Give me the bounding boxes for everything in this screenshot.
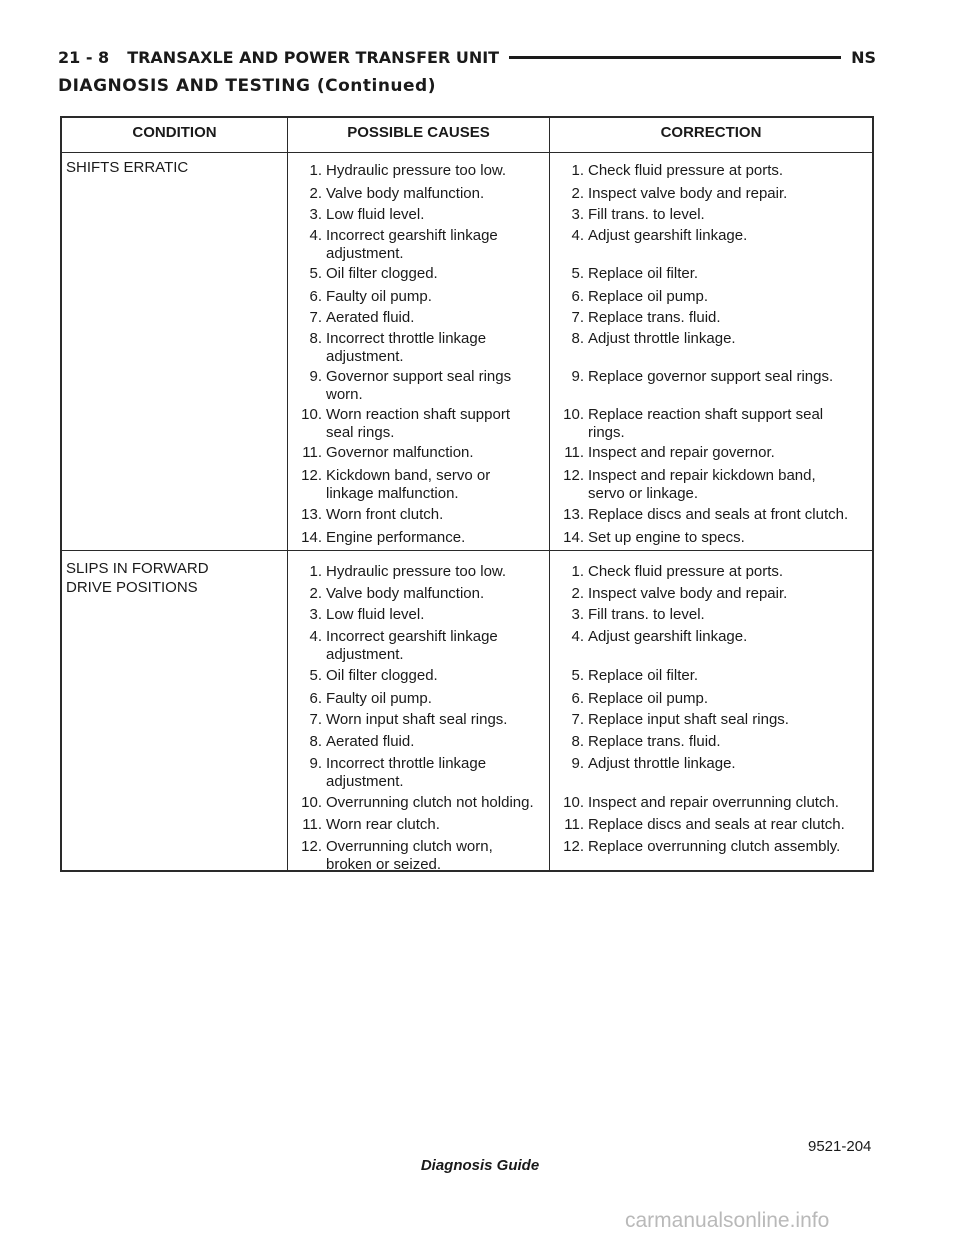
correction-item bbox=[550, 838, 872, 856]
possible-cause-item bbox=[288, 185, 546, 203]
item-text: Inspect valve body and repair. bbox=[588, 185, 788, 202]
diagnosis-table bbox=[60, 116, 874, 872]
item-number: 1. bbox=[309, 563, 322, 580]
correction-item bbox=[550, 206, 872, 224]
item-number: 14. bbox=[563, 529, 584, 546]
item-number: 13. bbox=[301, 506, 322, 523]
item-number: 4. bbox=[571, 628, 584, 645]
correction-item bbox=[550, 227, 872, 245]
correction-item bbox=[550, 368, 872, 386]
possible-cause-item bbox=[288, 309, 546, 327]
item-text: Hydraulic pressure too low. bbox=[326, 162, 507, 179]
item-text: Faulty oil pump. bbox=[326, 288, 432, 305]
correction-item bbox=[550, 755, 872, 773]
item-number: 8. bbox=[571, 330, 584, 347]
item-number: 9. bbox=[571, 368, 584, 385]
item-text: Worn front clutch. bbox=[326, 506, 444, 523]
item-number: 5. bbox=[571, 667, 584, 684]
possible-cause-item bbox=[288, 529, 546, 547]
item-text: Worn reaction shaft support seal rings. bbox=[326, 406, 510, 441]
correction-item bbox=[550, 467, 872, 503]
correction-item bbox=[550, 444, 872, 462]
item-text: Incorrect gearshift linkage adjustment. bbox=[326, 628, 498, 663]
item-text: Adjust gearshift linkage. bbox=[588, 628, 748, 645]
possible-cause-item bbox=[288, 733, 546, 751]
item-number: 3. bbox=[309, 606, 322, 623]
correction-item bbox=[550, 162, 872, 180]
model-code: NS bbox=[851, 47, 876, 67]
correction-item bbox=[550, 185, 872, 203]
possible-cause-item bbox=[288, 585, 546, 603]
item-number: 12. bbox=[301, 467, 322, 484]
item-text: Worn input shaft seal rings. bbox=[326, 711, 508, 728]
item-number: 10. bbox=[301, 794, 322, 811]
item-text: Check fluid pressure at ports. bbox=[588, 162, 784, 179]
item-text: Incorrect gearshift linkage adjustment. bbox=[326, 227, 498, 262]
possible-cause-item bbox=[288, 794, 546, 812]
possible-cause-item bbox=[288, 563, 546, 581]
correction-item bbox=[550, 690, 872, 708]
item-number: 4. bbox=[571, 227, 584, 244]
item-number: 8. bbox=[309, 733, 322, 750]
item-number: 9. bbox=[309, 755, 322, 772]
item-text: Incorrect throttle linkage adjustment. bbox=[326, 330, 487, 365]
item-number: 12. bbox=[563, 838, 584, 855]
correction-item bbox=[550, 265, 872, 283]
item-text: Replace oil pump. bbox=[588, 690, 709, 707]
item-number: 13. bbox=[563, 506, 584, 523]
item-number: 11. bbox=[302, 816, 322, 833]
correction-item bbox=[550, 406, 872, 442]
possible-cause-item bbox=[288, 755, 546, 791]
page-header bbox=[58, 46, 876, 68]
possible-cause-item bbox=[288, 444, 546, 462]
correction-item bbox=[550, 563, 872, 581]
item-number: 6. bbox=[571, 690, 584, 707]
item-text: Kickdown band, servo or linkage malfunction. bbox=[326, 467, 491, 502]
item-number: 5. bbox=[309, 265, 322, 282]
item-number: 11. bbox=[302, 444, 322, 461]
item-number: 12. bbox=[301, 838, 322, 855]
item-text: Replace oil pump. bbox=[588, 288, 709, 305]
item-text: Replace governor support seal rings. bbox=[588, 368, 834, 385]
item-text: Replace oil filter. bbox=[588, 265, 699, 282]
item-text: Replace overrunning clutch assembly. bbox=[588, 838, 841, 855]
item-text: Adjust throttle linkage. bbox=[588, 755, 736, 772]
correction-item bbox=[550, 794, 872, 812]
item-number: 1. bbox=[309, 162, 322, 179]
item-number: 7. bbox=[309, 309, 322, 326]
item-text: Inspect and repair kickdown band, servo or linkage. bbox=[588, 467, 816, 502]
item-number: 6. bbox=[309, 690, 322, 707]
item-text: Valve body malfunction. bbox=[326, 185, 485, 202]
item-number: 6. bbox=[571, 288, 584, 305]
item-text: Incorrect throttle linkage adjustment. bbox=[326, 755, 487, 790]
item-text: Engine performance. bbox=[326, 529, 466, 546]
item-text: Worn rear clutch. bbox=[326, 816, 440, 833]
item-number: 4. bbox=[309, 628, 322, 645]
possible-cause-item bbox=[288, 667, 546, 685]
item-text: Replace trans. fluid. bbox=[588, 733, 721, 750]
item-number: 7. bbox=[309, 711, 322, 728]
item-text: Governor malfunction. bbox=[326, 444, 474, 461]
row-divider bbox=[62, 550, 872, 551]
possible-cause-item bbox=[288, 265, 546, 283]
possible-cause-item bbox=[288, 330, 546, 366]
possible-cause-item bbox=[288, 711, 546, 729]
item-text: Replace discs and seals at front clutch. bbox=[588, 506, 849, 523]
item-text: Overrunning clutch not holding. bbox=[326, 794, 534, 811]
condition-shifts-erratic: SHIFTS ERRATIC bbox=[66, 159, 189, 176]
correction-item bbox=[550, 628, 872, 646]
item-text: Set up engine to specs. bbox=[588, 529, 745, 546]
item-number: 5. bbox=[571, 265, 584, 282]
item-number: 11. bbox=[564, 816, 584, 833]
page-number: 21 - 8 bbox=[58, 47, 110, 67]
item-number: 6. bbox=[309, 288, 322, 305]
item-number: 12. bbox=[563, 467, 584, 484]
item-text: Aerated fluid. bbox=[326, 733, 415, 750]
item-number: 10. bbox=[563, 794, 584, 811]
item-number: 11. bbox=[564, 444, 584, 461]
item-number: 1. bbox=[571, 563, 584, 580]
item-text: Low fluid level. bbox=[326, 206, 425, 223]
item-number: 3. bbox=[571, 606, 584, 623]
correction-item bbox=[550, 606, 872, 624]
item-text: Faulty oil pump. bbox=[326, 690, 432, 707]
item-number: 7. bbox=[571, 309, 584, 326]
item-number: 10. bbox=[301, 406, 322, 423]
item-number: 8. bbox=[309, 330, 322, 347]
figure-caption: Diagnosis Guide bbox=[420, 1157, 540, 1174]
item-text: Hydraulic pressure too low. bbox=[326, 563, 507, 580]
item-number: 8. bbox=[571, 733, 584, 750]
column-header-correction: CORRECTION bbox=[660, 124, 762, 141]
item-number: 1. bbox=[571, 162, 584, 179]
correction-item bbox=[550, 506, 872, 524]
watermark: carmanualsonline.info bbox=[625, 1209, 830, 1232]
possible-cause-item bbox=[288, 227, 546, 263]
item-text: Inspect and repair overrunning clutch. bbox=[588, 794, 839, 811]
chapter-title: TRANSAXLE AND POWER TRANSFER UNIT bbox=[127, 47, 500, 67]
header-rule bbox=[509, 56, 841, 59]
correction-item bbox=[550, 309, 872, 327]
item-text: Replace oil filter. bbox=[588, 667, 699, 684]
item-number: 3. bbox=[309, 206, 322, 223]
item-text: Fill trans. to level. bbox=[588, 206, 705, 223]
item-text: Fill trans. to level. bbox=[588, 606, 705, 623]
possible-cause-item bbox=[288, 838, 546, 874]
correction-item bbox=[550, 733, 872, 751]
possible-cause-item bbox=[288, 816, 546, 834]
item-number: 10. bbox=[563, 406, 584, 423]
correction-item bbox=[550, 330, 872, 348]
possible-cause-item bbox=[288, 628, 546, 664]
item-number: 14. bbox=[301, 529, 322, 546]
item-text: Oil filter clogged. bbox=[326, 667, 438, 684]
item-text: Replace trans. fluid. bbox=[588, 309, 721, 326]
column-header-condition: CONDITION bbox=[132, 124, 217, 141]
item-number: 9. bbox=[309, 368, 322, 385]
correction-item bbox=[550, 585, 872, 603]
possible-cause-item bbox=[288, 162, 546, 180]
item-text: Oil filter clogged. bbox=[326, 265, 438, 282]
possible-cause-item bbox=[288, 368, 546, 404]
item-text: Governor support seal rings worn. bbox=[326, 368, 512, 403]
item-text: Adjust throttle linkage. bbox=[588, 330, 736, 347]
item-text: Inspect valve body and repair. bbox=[588, 585, 788, 602]
header-row-divider bbox=[62, 152, 872, 153]
item-text: Inspect and repair governor. bbox=[588, 444, 775, 461]
item-text: Replace reaction shaft support seal rings. bbox=[588, 406, 824, 441]
item-number: 4. bbox=[309, 227, 322, 244]
item-number: 7. bbox=[571, 711, 584, 728]
possible-cause-item bbox=[288, 406, 546, 442]
item-text: Low fluid level. bbox=[326, 606, 425, 623]
item-number: 3. bbox=[571, 206, 584, 223]
correction-item bbox=[550, 711, 872, 729]
correction-item bbox=[550, 288, 872, 306]
possible-cause-item bbox=[288, 606, 546, 624]
item-text: Adjust gearshift linkage. bbox=[588, 227, 748, 244]
correction-item bbox=[550, 529, 872, 547]
possible-cause-item bbox=[288, 690, 546, 708]
possible-cause-item bbox=[288, 206, 546, 224]
possible-cause-item bbox=[288, 288, 546, 306]
possible-cause-item bbox=[288, 467, 546, 503]
section-title: DIAGNOSIS AND TESTING (Continued) bbox=[58, 76, 436, 96]
column-header-possible-causes: POSSIBLE CAUSES bbox=[347, 124, 490, 141]
item-number: 9. bbox=[571, 755, 584, 772]
possible-cause-item bbox=[288, 506, 546, 524]
condition-slips-forward: SLIPS IN FORWARD DRIVE POSITIONS bbox=[66, 560, 209, 596]
item-text: Valve body malfunction. bbox=[326, 585, 485, 602]
item-text: Aerated fluid. bbox=[326, 309, 415, 326]
item-text: Check fluid pressure at ports. bbox=[588, 563, 784, 580]
correction-item bbox=[550, 667, 872, 685]
item-number: 2. bbox=[309, 585, 322, 602]
item-text: Replace discs and seals at rear clutch. bbox=[588, 816, 845, 833]
item-text: Overrunning clutch worn, broken or seized. bbox=[326, 838, 493, 873]
item-number: 2. bbox=[309, 185, 322, 202]
item-number: 2. bbox=[571, 585, 584, 602]
figure-number: 9521-204 bbox=[808, 1138, 872, 1155]
item-number: 2. bbox=[571, 185, 584, 202]
item-number: 5. bbox=[309, 667, 322, 684]
correction-item bbox=[550, 816, 872, 834]
item-text: Replace input shaft seal rings. bbox=[588, 711, 789, 728]
